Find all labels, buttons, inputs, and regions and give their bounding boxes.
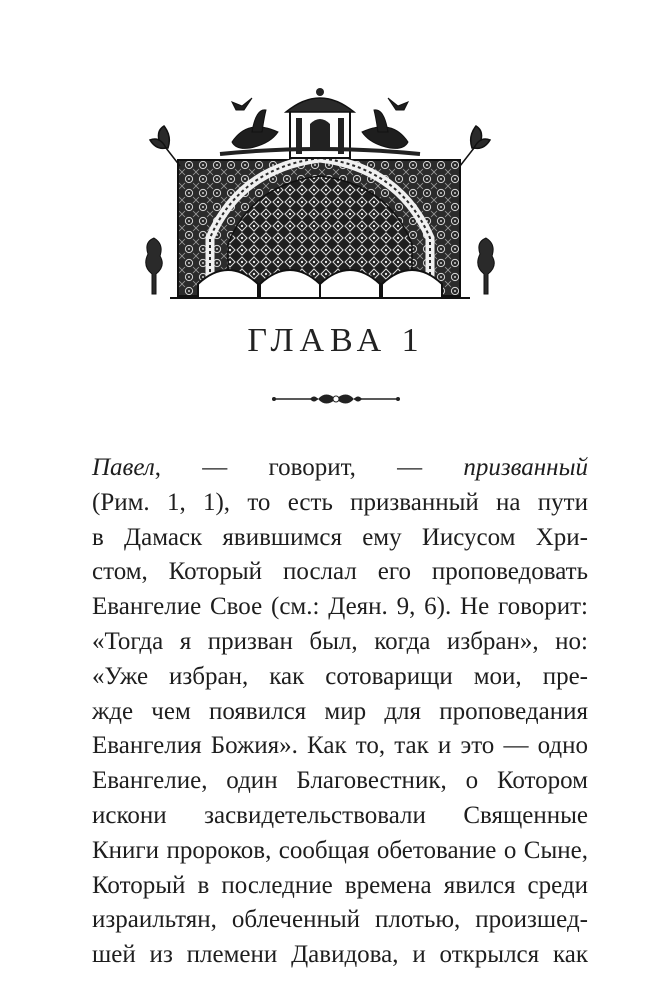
italic-quote-segment: Павел xyxy=(92,454,155,481)
text-line xyxy=(92,451,588,486)
text-segment: жде чем появился мир для проповедания xyxy=(92,697,588,725)
flourish-icon xyxy=(270,388,402,410)
italic-quote-segment: призванный xyxy=(463,454,588,481)
text-line xyxy=(92,521,588,556)
text-line xyxy=(92,486,588,521)
text-segment: Евангелие Свое (см.: Деян. 9, 6). Не говорит: xyxy=(92,593,588,621)
text-segment: Евангелие, один Благовестник, о Котором xyxy=(92,767,588,795)
headpiece-ornament xyxy=(140,88,500,308)
text-segment: шей из племени Давидова, и открылся как xyxy=(92,941,588,969)
text-segment: , — говорит, — xyxy=(154,454,464,481)
text-line xyxy=(92,799,588,834)
text-segment: Книги пророков, сообщая обетование о Сыне, xyxy=(92,836,588,864)
text-segment: в Дамаск явившимся ему Иисусом Хри- xyxy=(92,523,588,551)
text-line xyxy=(92,555,588,590)
text-segment: (Рим. 1, 1), то есть призванный на пути xyxy=(92,488,588,516)
text-line xyxy=(92,834,588,869)
text-segment: Который в последние времена явился среди xyxy=(92,871,588,899)
text-line xyxy=(92,625,588,660)
text-line xyxy=(92,590,588,625)
headpiece-illustration xyxy=(140,88,500,308)
text-segment: израильтян, облеченный плотью, произшед- xyxy=(92,906,588,934)
chapter-divider-ornament xyxy=(270,388,402,410)
text-segment: стом, Который послал его проповедовать xyxy=(92,558,588,586)
text-line xyxy=(92,869,588,904)
text-line xyxy=(92,938,588,973)
text-line xyxy=(92,695,588,730)
text-line xyxy=(92,764,588,799)
text-line xyxy=(92,729,588,764)
text-segment: «Тогда я призван был, когда избран», но: xyxy=(92,627,588,655)
text-line xyxy=(92,660,588,695)
chapter-title: ГЛАВА 1 xyxy=(247,322,425,359)
text-segment: искони засвидетельствовали Священные xyxy=(92,801,588,829)
chapter-body-text xyxy=(92,451,588,973)
text-segment: «Уже избран, как сотоварищи мои, пре- xyxy=(92,662,588,690)
text-segment: Евангелия Божия». Как то, так и это — одно xyxy=(92,732,588,760)
text-line xyxy=(92,903,588,938)
